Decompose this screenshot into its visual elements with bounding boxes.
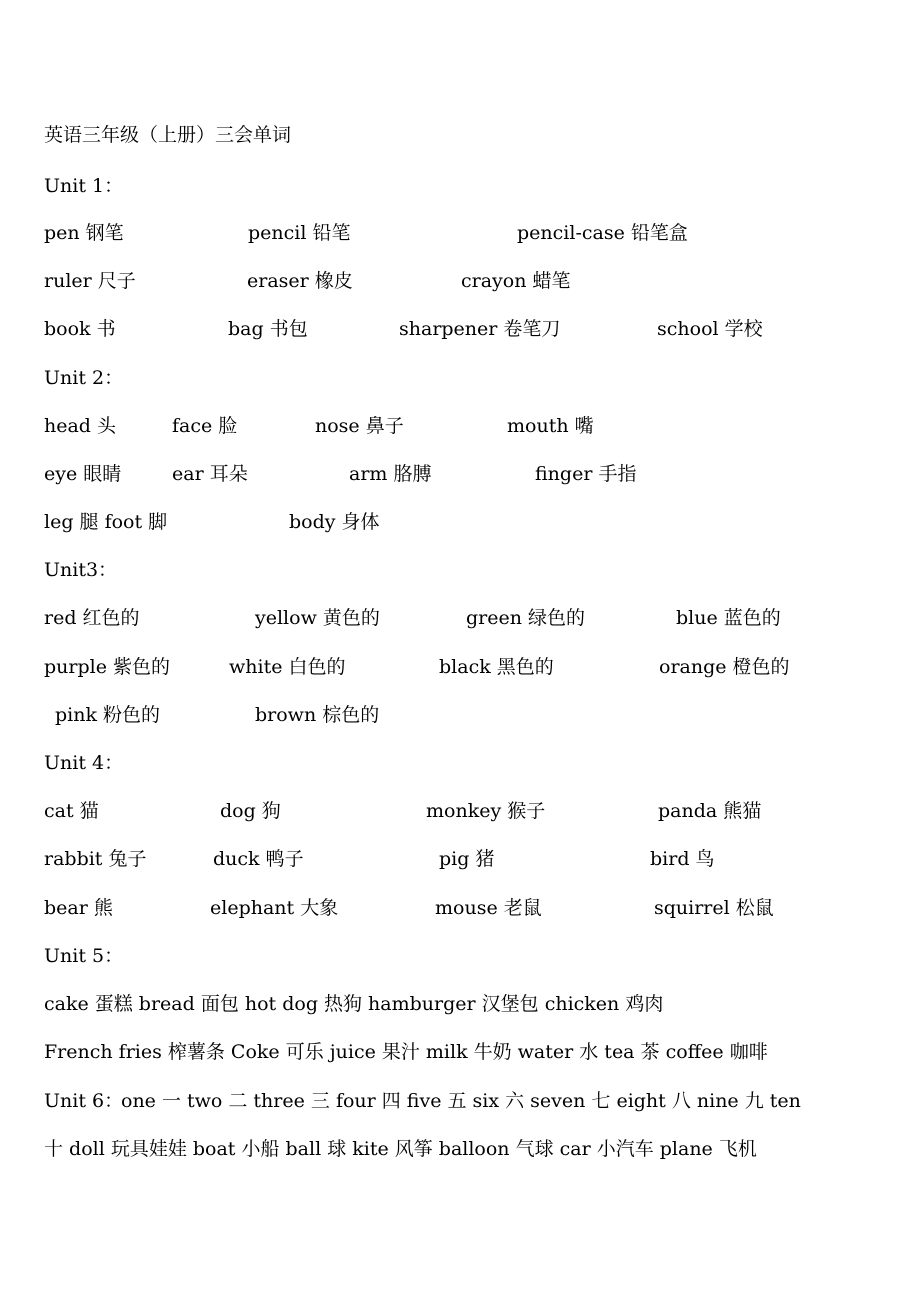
unit-3-row-3	[0, 700, 920, 730]
vocab-entry: eye 眼睛	[44, 463, 122, 485]
unit-heading: Unit 2：	[44, 367, 124, 389]
unit-4-row-3	[0, 893, 920, 923]
unit-2-row-1	[0, 411, 920, 441]
unit-2-row-2	[0, 459, 920, 489]
unit-2-row-3	[0, 507, 920, 537]
vocab-entry: school 学校	[657, 318, 763, 340]
vocab-entry: mouse 老鼠	[435, 897, 542, 919]
page-title-line	[0, 120, 920, 150]
vocab-entry: mouth 嘴	[507, 415, 594, 437]
vocab-entry: red 红色的	[44, 607, 140, 629]
unit-5-row-2	[0, 1037, 920, 1067]
vocab-entry: bear 熊	[44, 897, 113, 919]
unit-heading: Unit3：	[44, 559, 118, 581]
unit-heading: Unit 5：	[44, 945, 124, 967]
vocab-entry: face 脸	[172, 415, 238, 437]
unit-3-row-2	[0, 652, 920, 682]
vocab-entry: eraser 橡皮	[247, 270, 353, 292]
vocab-entry: cat 猫	[44, 800, 99, 822]
unit-heading: Unit 1：	[44, 175, 124, 197]
unit-heading: Unit 6：	[44, 1090, 124, 1112]
vocab-entry: ear 耳朵	[172, 463, 248, 485]
vocab-entry: French fries 榨薯条 Coke 可乐 juice 果汁 milk 牛奶 water 水 tea 茶 coffee 咖啡	[44, 1041, 768, 1063]
unit-4-row-1	[0, 796, 920, 826]
unit-1-heading-line	[0, 171, 920, 201]
vocab-entry: ruler 尺子	[44, 270, 136, 292]
vocab-entry: orange 橙色的	[659, 656, 790, 678]
unit-6-row-1	[0, 1086, 920, 1116]
unit-heading: Unit 4：	[44, 752, 124, 774]
unit-1-row-2	[0, 266, 920, 296]
vocab-entry: arm 胳膊	[349, 463, 432, 485]
vocab-entry: leg 腿 foot 脚	[44, 511, 168, 533]
vocab-entry: finger 手指	[535, 463, 637, 485]
unit-3-row-1	[0, 603, 920, 633]
vocab-entry: sharpener 卷笔刀	[399, 318, 561, 340]
vocab-entry: pink 粉色的	[55, 704, 161, 726]
vocab-entry: monkey 猴子	[426, 800, 546, 822]
vocab-entry: elephant 大象	[210, 897, 339, 919]
vocab-entry: black 黑色的	[439, 656, 554, 678]
vocab-entry: green 绿色的	[466, 607, 586, 629]
vocab-entry: body 身体	[289, 511, 380, 533]
unit-2-heading-line	[0, 363, 920, 393]
unit-4-row-2	[0, 844, 920, 874]
vocab-entry: cake 蛋糕 bread 面包 hot dog 热狗 hamburger 汉堡包 chicken 鸡肉	[44, 993, 664, 1015]
vocab-entry: bag 书包	[228, 318, 308, 340]
vocab-entry: blue 蓝色的	[676, 607, 781, 629]
vocab-entry: squirrel 松鼠	[654, 897, 774, 919]
vocab-entry: bird 鸟	[650, 848, 715, 870]
vocab-entry: book 书	[44, 318, 116, 340]
vocab-entry: 十 doll 玩具娃娃 boat 小船 ball 球 kite 风筝 balloon 气球 car 小汽车 plane 飞机	[44, 1138, 757, 1160]
unit-1-row-1	[0, 218, 920, 248]
vocab-entry: panda 熊猫	[658, 800, 762, 822]
vocab-entry: head 头	[44, 415, 117, 437]
vocab-entry: yellow 黄色的	[255, 607, 380, 629]
vocab-entry: crayon 蜡笔	[461, 270, 571, 292]
vocab-entry: purple 紫色的	[44, 656, 171, 678]
unit-3-heading-line	[0, 555, 920, 585]
vocab-entry: nose 鼻子	[315, 415, 404, 437]
unit-5-heading-line	[0, 941, 920, 971]
unit-1-row-3	[0, 314, 920, 344]
page-title: 英语三年级（上册）三会单词	[44, 124, 292, 146]
vocab-entry: pig 猪	[439, 848, 495, 870]
vocab-entry: one 一 two 二 three 三 four 四 five 五 six 六 seven 七 eight 八 nine 九 ten	[121, 1090, 801, 1112]
vocab-entry: pencil 铅笔	[248, 222, 351, 244]
vocab-entry: brown 棕色的	[255, 704, 380, 726]
unit-6-row-2	[0, 1134, 920, 1164]
vocab-entry: pencil-case 铅笔盒	[517, 222, 688, 244]
vocab-entry: dog 狗	[220, 800, 281, 822]
vocab-entry: pen 钢笔	[44, 222, 124, 244]
vocab-entry: white 白色的	[229, 656, 346, 678]
vocab-entry: rabbit 兔子	[44, 848, 147, 870]
vocab-entry: duck 鸭子	[213, 848, 304, 870]
unit-5-row-1	[0, 989, 920, 1019]
unit-4-heading-line	[0, 748, 920, 778]
